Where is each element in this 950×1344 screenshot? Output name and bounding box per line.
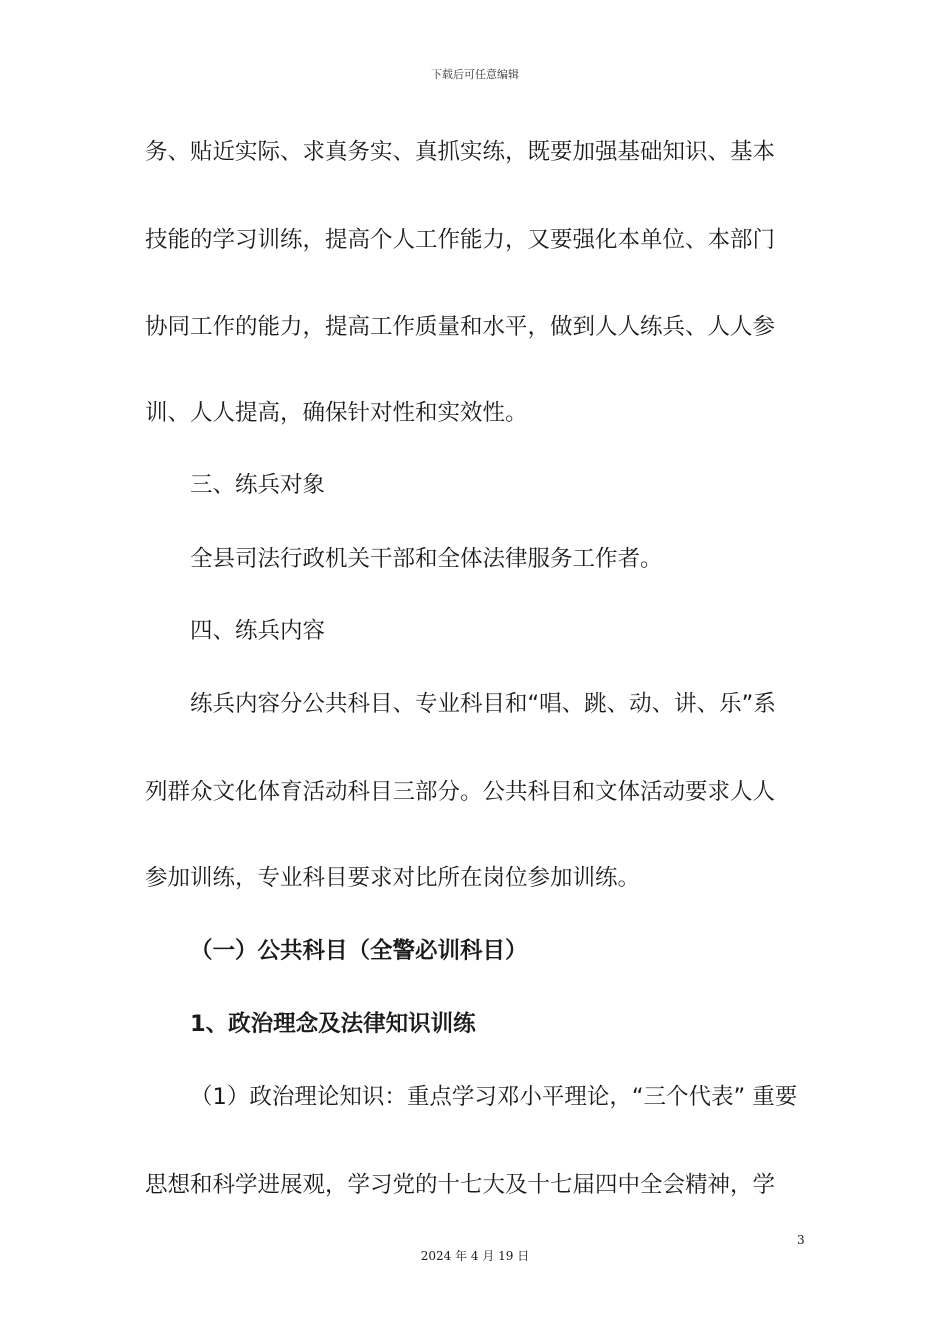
body-line: 训、人人提高，确保针对性和实效性。 <box>145 400 528 426</box>
footer-date: 2024 年 4 月 19 日 <box>420 1249 530 1263</box>
body-line: 全县司法行政机关干部和全体法律服务工作者。 <box>190 546 663 572</box>
body-line: 协同工作的能力，提高工作质量和水平，做到人人练兵、人人参 <box>145 314 776 340</box>
section-heading: 四、练兵内容 <box>190 618 326 644</box>
section-heading: 三、练兵对象 <box>190 472 326 498</box>
header-note: 下载后可任意编辑 <box>431 68 519 81</box>
body-line: 技能的学习训练，提高个人工作能力，又要强化本单位、本部门 <box>145 227 776 253</box>
subsection-heading: 1、政治理念及法律知识训练 <box>190 1011 476 1037</box>
body-line: （1）政治理论知识：重点学习邓小平理论，“三个代表” 重要 <box>190 1084 798 1110</box>
body-line: 思想和科学进展观，学习党的十七大及十七届四中全会精神，学 <box>145 1172 776 1198</box>
body-line: 参加训练，专业科目要求对比所在岗位参加训练。 <box>145 865 641 891</box>
page-number: 3 <box>797 1233 805 1247</box>
body-line: 务、贴近实际、求真务实、真抓实练，既要加强基础知识、基本 <box>145 139 776 165</box>
subsection-heading: （一）公共科目（全警必训科目） <box>190 938 528 964</box>
body-line: 练兵内容分公共科目、专业科目和“唱、跳、动、讲、乐”系 <box>190 691 776 717</box>
body-line: 列群众文化体育活动科目三部分。公共科目和文体活动要求人人 <box>145 779 776 805</box>
